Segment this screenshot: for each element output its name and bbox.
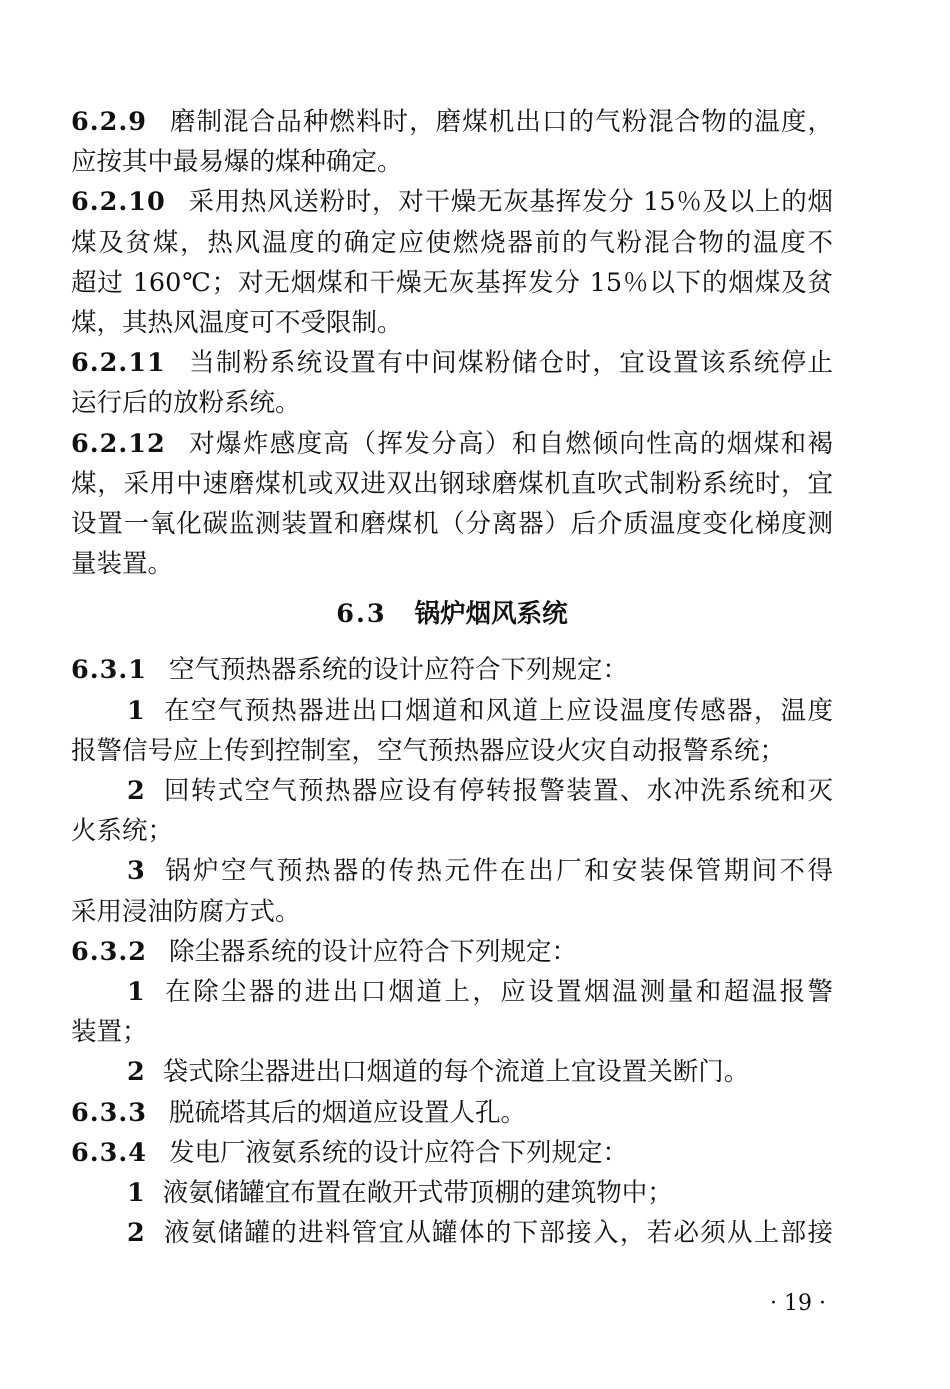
item-number: 1 bbox=[127, 1177, 145, 1208]
line-text: 对爆炸感度高（挥发分高）和自燃倾向性高的烟煤和褐 bbox=[187, 428, 833, 459]
list-item bbox=[71, 691, 833, 771]
clause-line bbox=[71, 142, 833, 182]
clause-number: 6.2.12 bbox=[71, 428, 166, 459]
line-text: 空气预热器系统的设计应符合下列规定： bbox=[168, 655, 628, 686]
clause-number: 6.2.9 bbox=[71, 107, 147, 137]
line-text: 煤，采用中速磨煤机或双进双出钢球磨煤机直吹式制粉系统时，宜 bbox=[71, 468, 833, 499]
clause bbox=[71, 1133, 833, 1254]
line-text: 液氨储罐宜布置在敞开式带顶棚的建筑物中； bbox=[162, 1177, 673, 1208]
line-text: 发电厂液氨系统的设计应符合下列规定： bbox=[168, 1137, 628, 1168]
item-number: 1 bbox=[127, 976, 145, 1007]
clause-line bbox=[71, 383, 833, 423]
section-number: 6.3 bbox=[336, 599, 387, 630]
clause-line bbox=[71, 343, 833, 383]
clause bbox=[71, 424, 833, 585]
list-item bbox=[71, 972, 833, 1052]
list-item bbox=[71, 1052, 833, 1092]
item-number: 3 bbox=[127, 856, 145, 887]
line-text: 除尘器系统的设计应符合下列规定： bbox=[168, 936, 577, 967]
line-text: 当制粉系统设置有中间煤粉储仓时，宜设置该系统停止 bbox=[187, 348, 833, 379]
list-item bbox=[71, 1173, 833, 1213]
item-line bbox=[71, 1173, 833, 1213]
line-text: 报警信号应上传到控制室，空气预热器应设火灾自动报警系统； bbox=[71, 735, 786, 766]
line-text: 运行后的放粉系统。 bbox=[71, 388, 301, 419]
line-text: 脱硫塔其后的烟道应设置人孔。 bbox=[168, 1097, 526, 1128]
page-number: · 19 · bbox=[770, 1291, 826, 1316]
clause bbox=[71, 1093, 833, 1133]
line-text: 采用浸油防腐方式。 bbox=[71, 896, 301, 927]
clause-number: 6.2.10 bbox=[71, 187, 166, 218]
clause-number: 6.2.11 bbox=[71, 348, 166, 379]
line-text: 量装置。 bbox=[71, 549, 174, 580]
clause-line bbox=[71, 303, 833, 343]
line-text: 煤及贫煤，热风温度的确定应使燃烧器前的气粉混合物的温度不 bbox=[71, 227, 833, 258]
line-text: 液氨储罐的进料管宜从罐体的下部接入，若必须从上部接 bbox=[162, 1218, 833, 1249]
item-line bbox=[71, 691, 833, 731]
item-line bbox=[71, 851, 833, 891]
clause-line bbox=[71, 263, 833, 303]
list-item bbox=[71, 851, 833, 931]
line-text: 在空气预热器进出口烟道和风道上应设温度传感器，温度 bbox=[162, 695, 833, 726]
clause-line bbox=[71, 932, 833, 972]
clause-number: 6.3.1 bbox=[71, 655, 147, 686]
item-number: 2 bbox=[127, 1218, 145, 1249]
item-line bbox=[71, 892, 833, 932]
item-number: 1 bbox=[127, 695, 145, 726]
item-line bbox=[71, 972, 833, 1012]
clause-line bbox=[71, 650, 833, 690]
item-line bbox=[71, 1213, 833, 1253]
clause bbox=[71, 650, 833, 931]
line-text: 锅炉空气预热器的传热元件在出厂和安装保管期间不得 bbox=[162, 856, 833, 887]
clause-line bbox=[71, 464, 833, 504]
clause-line bbox=[71, 424, 833, 464]
item-line bbox=[71, 731, 833, 771]
clause bbox=[71, 343, 833, 423]
clauses-6-3 bbox=[71, 650, 833, 1253]
clause-number: 6.3.4 bbox=[71, 1137, 147, 1168]
line-text: 回转式空气预热器应设有停转报警装置、水冲洗系统和灭 bbox=[162, 776, 833, 806]
item-line bbox=[71, 771, 833, 811]
section-title: 锅炉烟风系统 bbox=[414, 599, 568, 630]
clause-line bbox=[71, 504, 833, 544]
line-text: 在除尘器的进出口烟道上，应设置烟温测量和超温报警 bbox=[162, 976, 833, 1007]
item-number: 2 bbox=[127, 1057, 145, 1088]
clause-number: 6.3.3 bbox=[71, 1097, 147, 1128]
line-text: 应按其中最易爆的煤种确定。 bbox=[71, 147, 403, 178]
clauses-6-2 bbox=[71, 102, 833, 584]
clause-line bbox=[71, 1133, 833, 1173]
line-text: 设置一氧化碳监测装置和磨煤机（分离器）后介质温度变化梯度测 bbox=[71, 508, 833, 539]
clause-line bbox=[71, 544, 833, 584]
clause bbox=[71, 182, 833, 343]
page-content bbox=[71, 102, 833, 1253]
clause bbox=[71, 932, 833, 1093]
clause bbox=[71, 102, 833, 182]
section-heading bbox=[71, 594, 833, 634]
item-number: 2 bbox=[127, 776, 145, 806]
item-line bbox=[71, 1012, 833, 1052]
item-line bbox=[71, 811, 833, 851]
clause-line bbox=[71, 223, 833, 263]
line-text: 袋式除尘器进出口烟道的每个流道上宜设置关断门。 bbox=[162, 1057, 750, 1088]
line-text: 装置； bbox=[71, 1017, 148, 1048]
list-item bbox=[71, 771, 833, 851]
list-item bbox=[71, 1213, 833, 1253]
line-text: 火系统； bbox=[71, 816, 174, 847]
line-text: 煤，其热风温度可不受限制。 bbox=[71, 307, 403, 338]
line-text: 采用热风送粉时，对干燥无灰基挥发分 15％及以上的烟 bbox=[187, 187, 833, 218]
line-text: 磨制混合品种燃料时，磨煤机出口的气粉混合物的温度， bbox=[168, 107, 833, 137]
clause-number: 6.3.2 bbox=[71, 936, 147, 967]
item-line bbox=[71, 1052, 833, 1092]
clause-line bbox=[71, 1093, 833, 1133]
clause-line bbox=[71, 102, 833, 142]
line-text: 超过 160℃；对无烟煤和干燥无灰基挥发分 15％以下的烟煤及贫 bbox=[71, 267, 833, 298]
clause-line bbox=[71, 182, 833, 222]
